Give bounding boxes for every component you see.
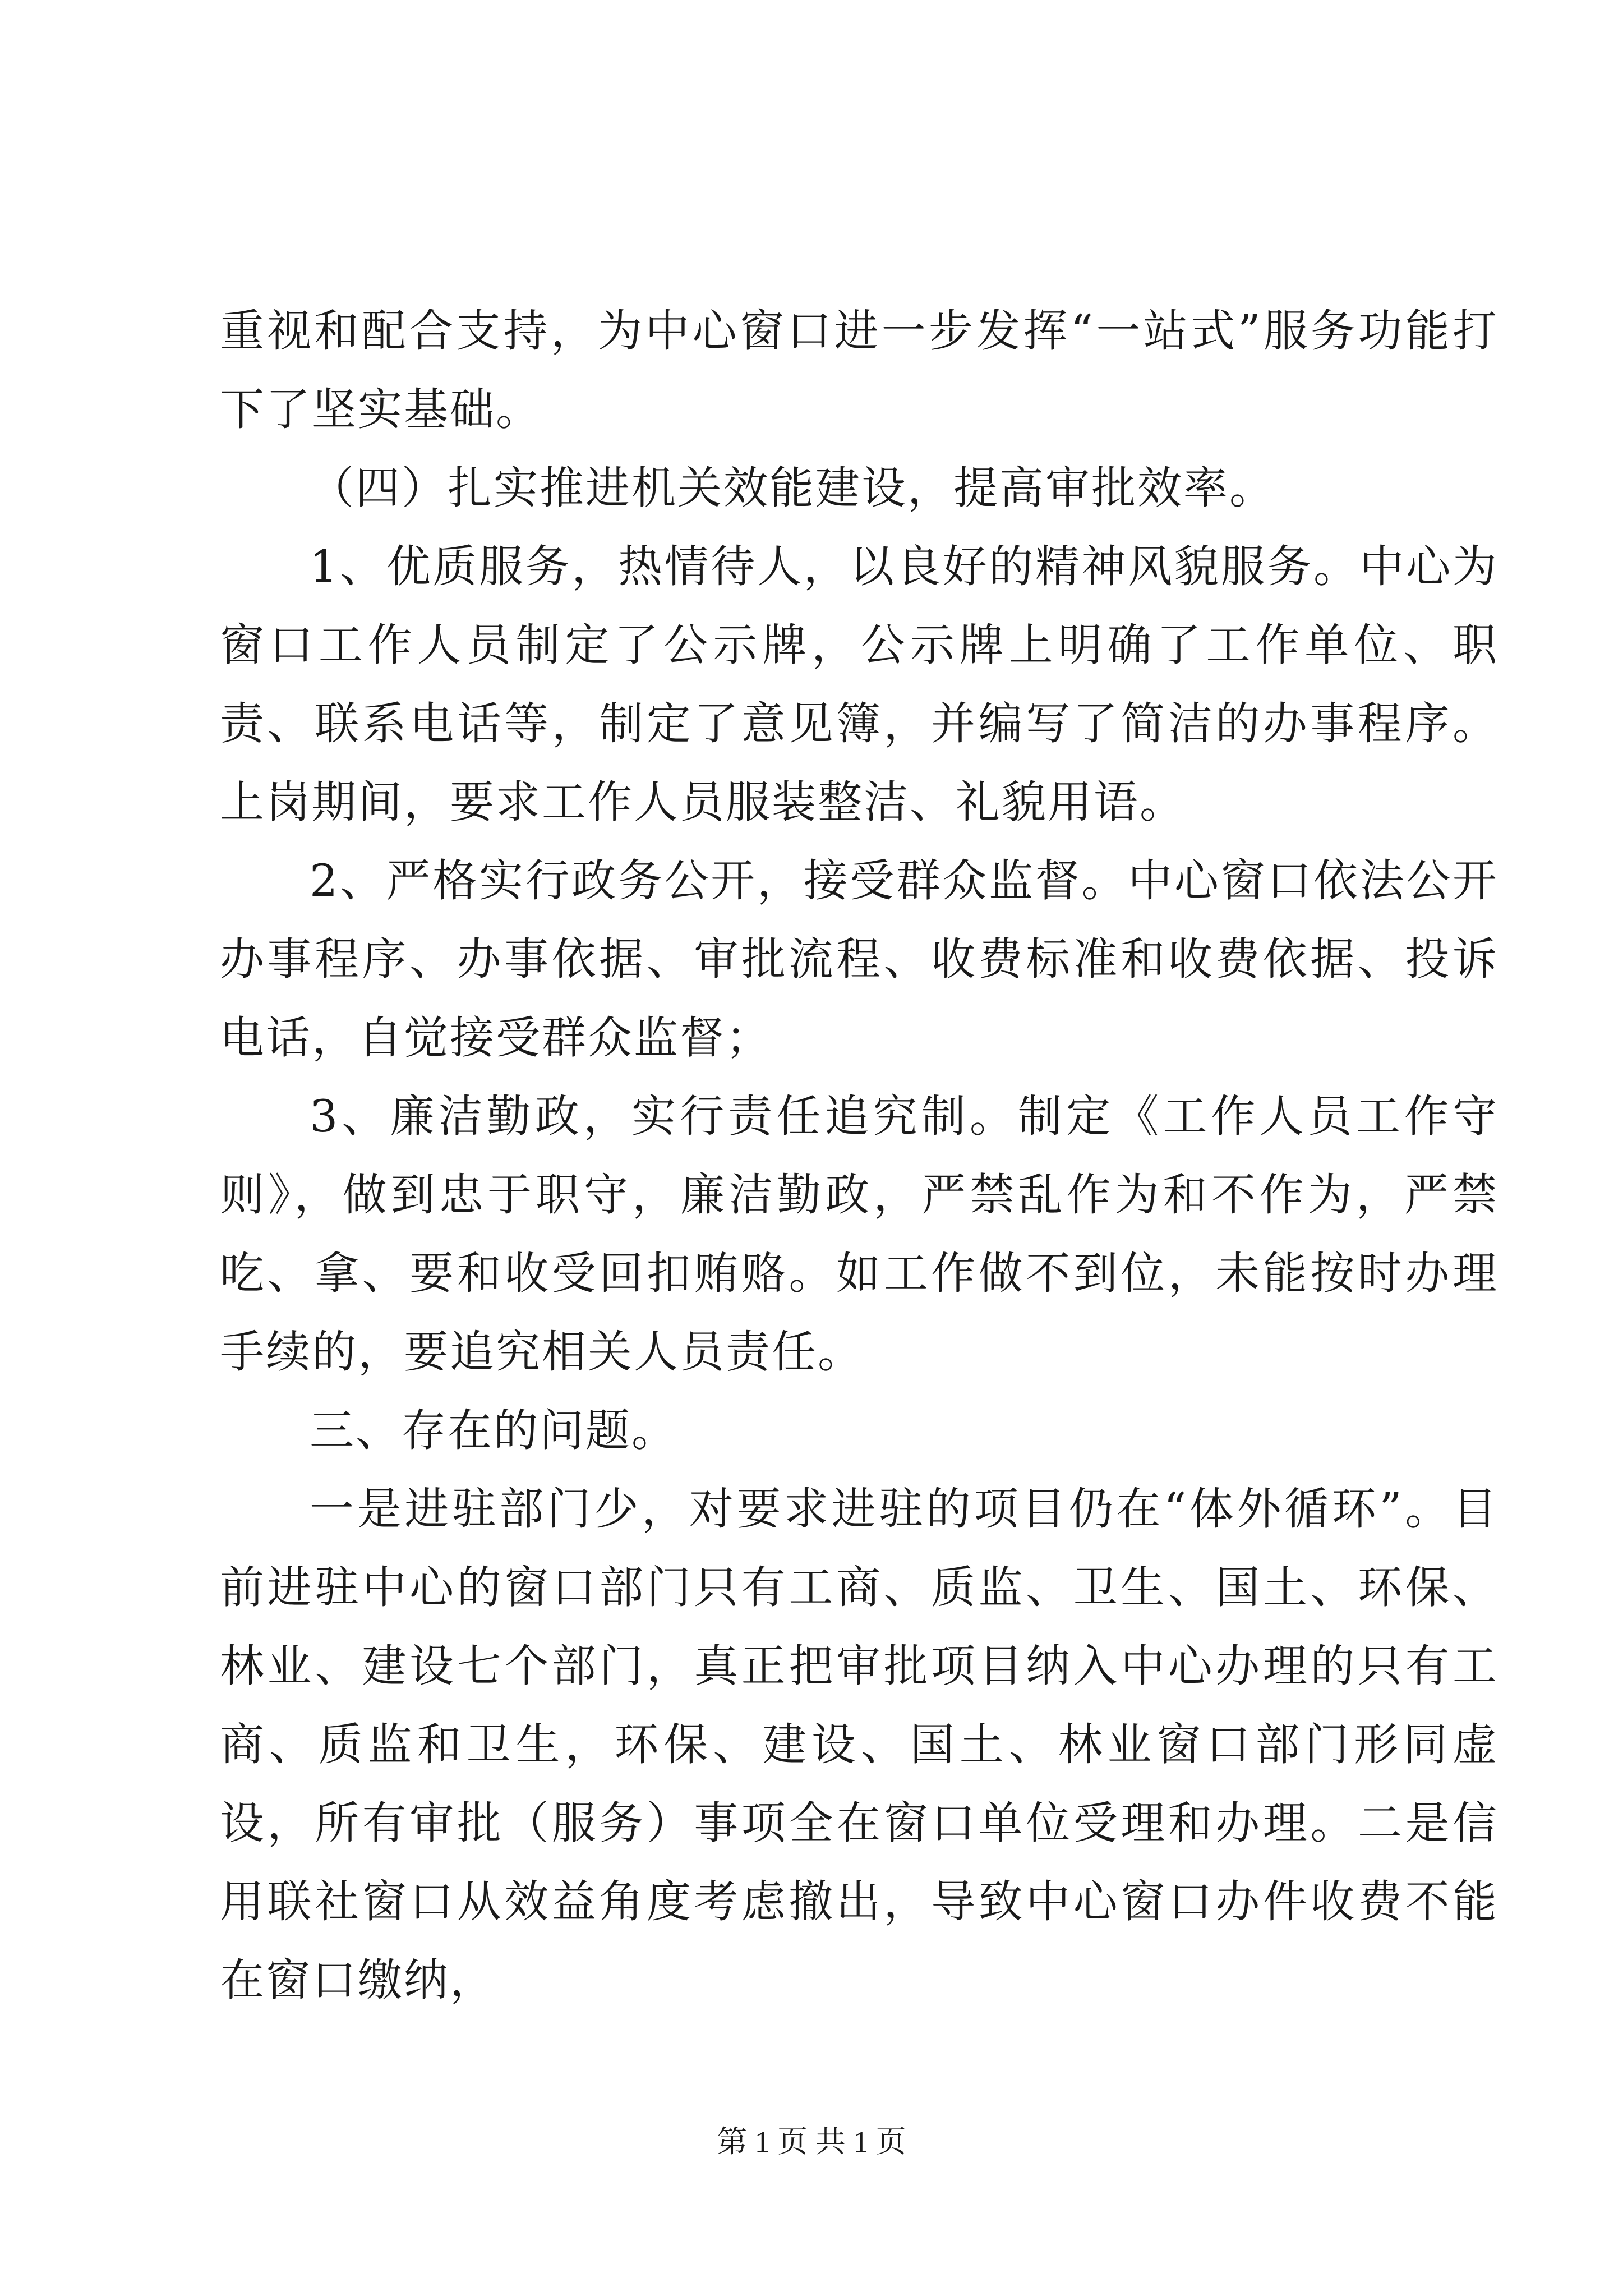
paragraph-continuation: 重视和配合支持，为中心窗口进一步发挥“一站式”服务功能打下了坚实基础。 <box>220 305 1498 435</box>
paragraph-item-1: 1、优质服务，热情待人，以良好的精神风貌服务。中心为窗口工作人员制定了公示牌，公示牌上明确了工作单位、职责、联系电话等，制定了意见簿，并编写了简洁的办事程序。上岗期间，要求工作人员服装整洁、礼貌用语。 <box>220 541 1498 828</box>
paragraph-item-3: 3、廉洁勤政，实行责任追究制。制定《工作人员工作守则》，做到忠于职守，廉洁勤政，严禁乱作为和不作为，严禁吃、拿、要和收受回扣贿赂。如工作做不到位，未能按时办理手续的，要追究相关人员责任。 <box>220 1091 1498 1378</box>
section-heading-problems: 三、存在的问题。 <box>310 1405 677 1456</box>
paragraph-problems: 一是进驻部门少，对要求进驻的项目仍在“体外循环”。目前进驻中心的窗口部门只有工商、质监、卫生、国土、环保、林业、建设七个部门，真正把审批项目纳入中心办理的只有工商、质监和卫生，环保、建设、国土、林业窗口部门形同虚设，所有审批（服务）事项全在窗口单位受理和办理。二是信用联社窗口从效益角度考虑撤出，导致中心窗口办件收费不能在窗口缴纳， <box>220 1483 1498 2006</box>
paragraph-item-2: 2、严格实行政务公开，接受群众监督。中心窗口依法公开办事程序、办事依据、审批流程、收费标准和收费依据、投诉电话，自觉接受群众监督； <box>220 855 1498 1064</box>
section-heading-four: （四）扎实推进机关效能建设，提高审批效率。 <box>310 462 1275 514</box>
page-footer: 第 1 页 共 1 页 <box>717 2125 906 2159</box>
document-body <box>220 292 1498 2019</box>
